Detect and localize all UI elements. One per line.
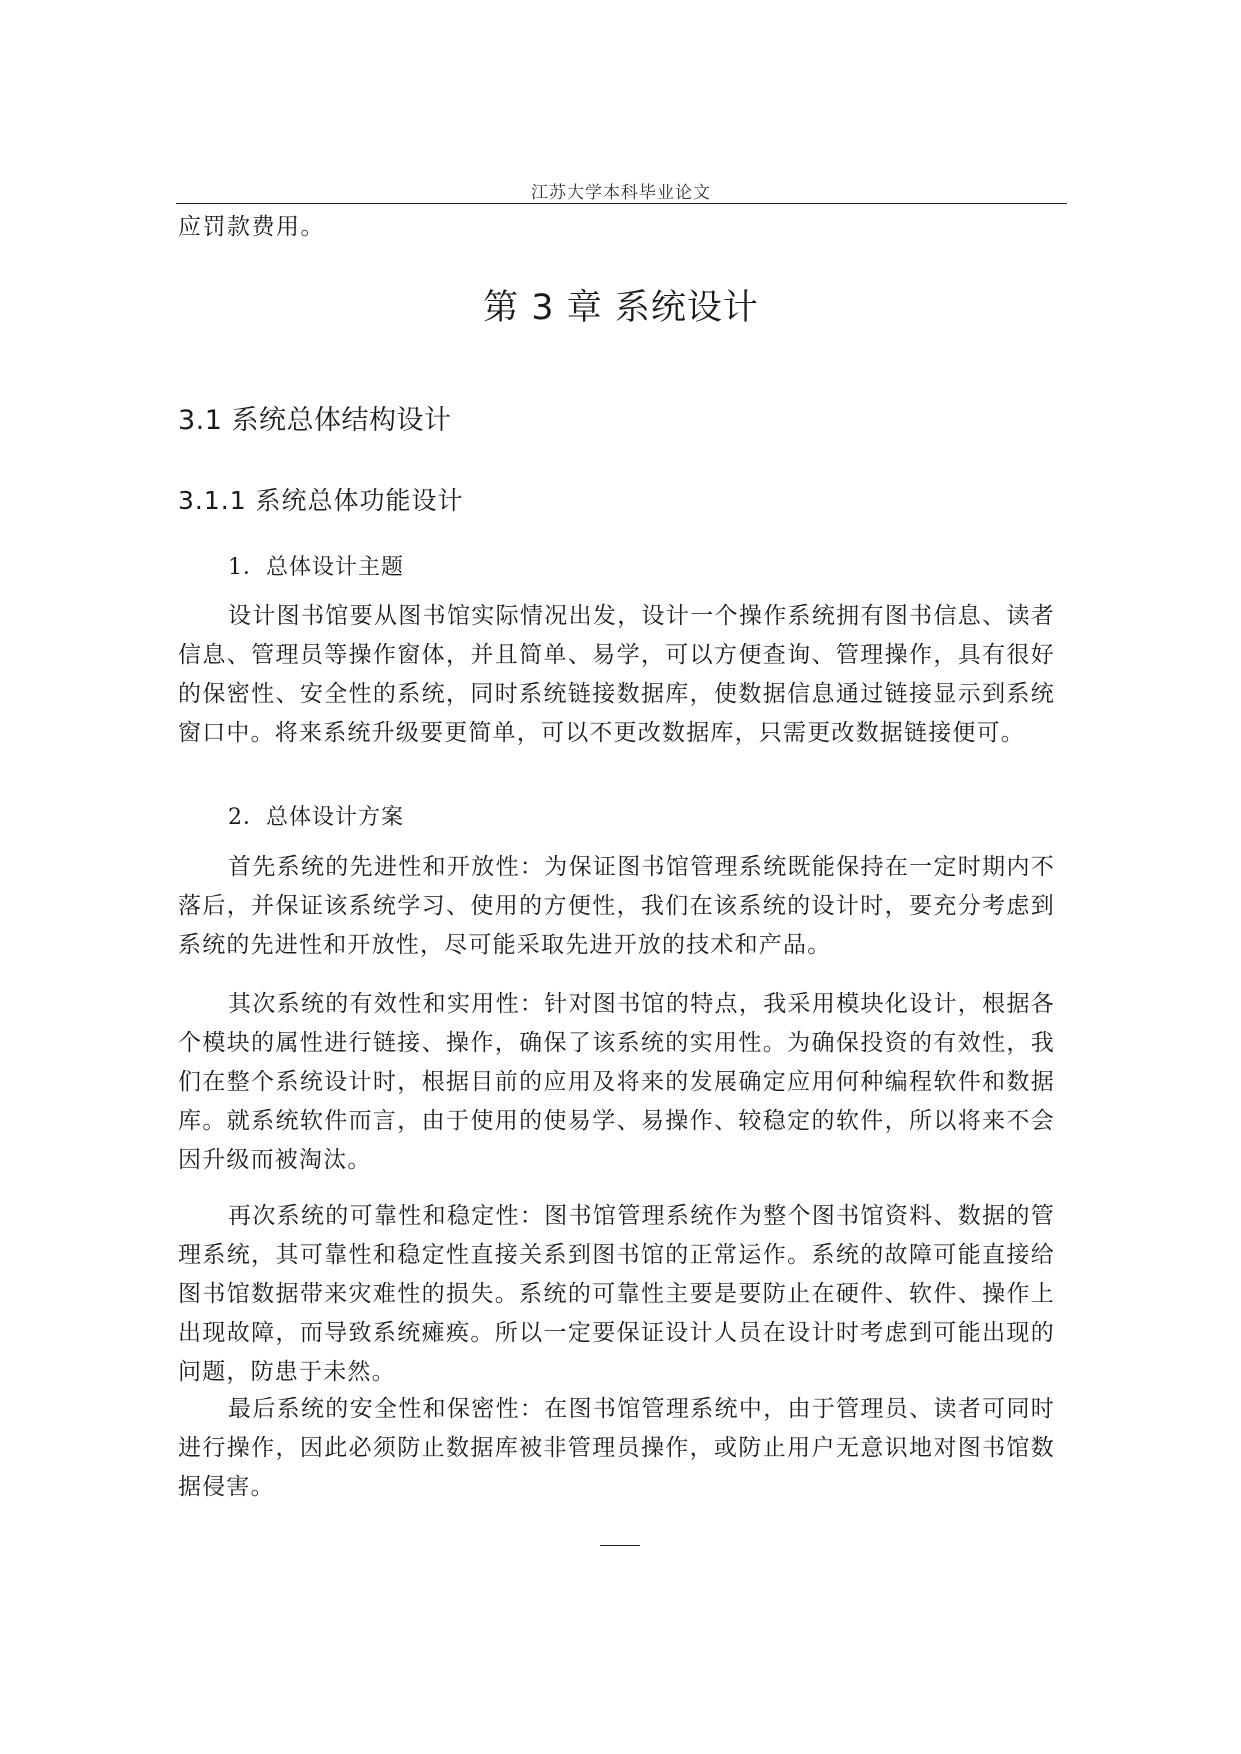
chapter-title: 第 3 章 系统设计 [483,288,759,328]
paragraph-advancement-openness: 首先系统的先进性和开放性：为保证图书馆管理系统既能保持在一定时期内不落后，并保证该系统学习、使用的方便性，我们在该系统的设计时，要充分考虑到系统的先进性和开放性，尽可能采取先进开放的技术和产品。 [178,854,1055,958]
section-title: 3.1 系统总体结构设计 [178,405,452,436]
paragraph-security-confidentiality: 最后系统的安全性和保密性：在图书馆管理系统中，由于管理员、读者可同时进行操作，因此必须防止数据库被非管理员操作，或防止用户无意识地对图书馆数据侵害。 [178,1396,1055,1500]
paragraph-reliability-stability: 再次系统的可靠性和稳定性：图书馆管理系统作为整个图书馆资料、数据的管理系统，其可靠性和稳定性直接关系到图书馆的正常运作。系统的故障可能直接给图书馆数据带来灾难性的损失。系统的可靠性主要是要防止在硬件、软件、操作上出现故障，而导致系统瘫痪。所以一定要保证设计人员在设计时考虑到可能出现的问题，防患于未然。 [178,1203,1055,1385]
item-heading-design-plan: 2．总体设计方案 [228,805,404,830]
header-rule [176,203,1067,204]
carryover-text: 应罚款费用。 [178,214,325,240]
item-heading-design-theme: 1．总体设计主题 [228,555,404,580]
paragraph-effectiveness-practicality: 其次系统的有效性和实用性：针对图书馆的特点，我采用模块化设计，根据各个模块的属性进行链接、操作，确保了该系统的实用性。为确保投资的有效性，我们在整个系统设计时，根据目前的应用及将来的发展确定应用何种编程软件和数据库。就系统软件而言，由于使用的使易学、易操作、较稳定的软件，所以将来不会因升级而被淘汰。 [178,991,1055,1173]
subsection-title: 3.1.1 系统总体功能设计 [178,486,464,515]
paragraph-design-theme: 设计图书馆要从图书馆实际情况出发，设计一个操作系统拥有图书信息、读者信息、管理员等操作窗体，并且简单、易学，可以方便查询、管理操作，具有很好的保密性、安全性的系统，同时系统链接数据库，使数据信息通过链接显示到系统窗口中。将来系统升级要更简单，可以不更改数据库，只需更改数据链接便可。 [178,603,1055,746]
running-header: 江苏大学本科毕业论文 [531,183,711,203]
page-footer-mark [600,1545,640,1546]
